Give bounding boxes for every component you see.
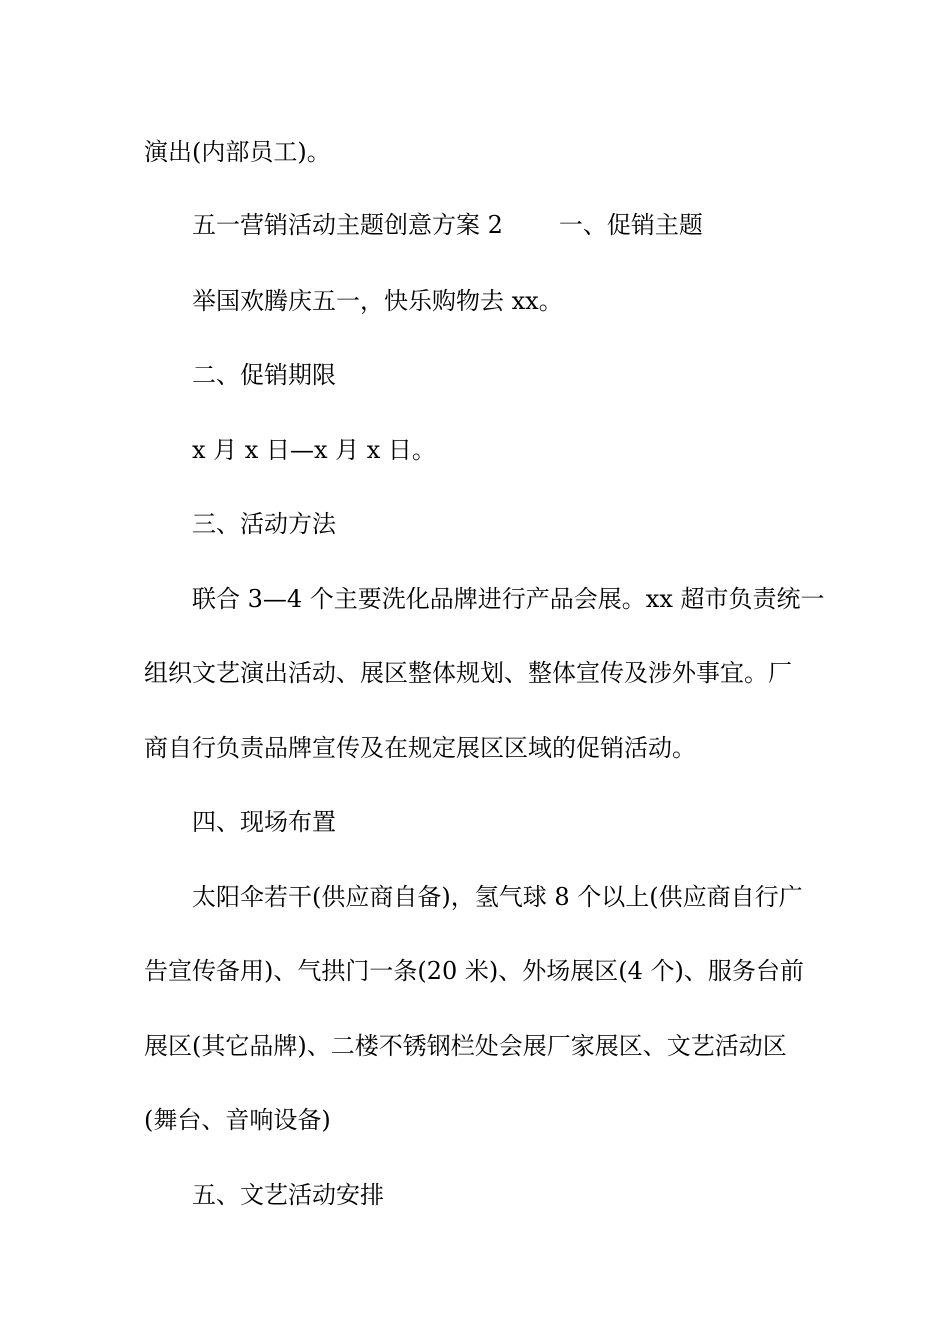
text-line-9: 商自行负责品牌宣传及在规定展区区域的促销活动。 <box>144 734 696 762</box>
heading-1-promotion-theme: 一、促销主题 <box>558 211 703 239</box>
heading-3-activity-method: 三、活动方法 <box>192 510 336 538</box>
text-line-3: 举国欢腾庆五一，快乐购物去 xx。 <box>192 287 563 315</box>
text-line-5: x 月 x 日—x 月 x 日。 <box>192 436 436 464</box>
heading-4-site-layout: 四、现场布置 <box>192 808 336 836</box>
heading-5-performance-arrangement: 五、文艺活动安排 <box>192 1181 384 1209</box>
text-line-13: 展区(其它品牌)、二楼不锈钢栏处会展厂家展区、文艺活动区 <box>144 1032 787 1060</box>
text-line-1: 演出(内部员工)。 <box>144 138 331 166</box>
text-line-2 <box>192 210 814 240</box>
text-line-14: (舞台、音响设备) <box>144 1106 331 1134</box>
heading-2-promotion-period: 二、促销期限 <box>192 361 336 389</box>
text-line-12: 告宣传备用)、气拱门一条(20 米)、外场展区(4 个)、服务台前 <box>144 957 804 985</box>
text-line-11: 太阳伞若干(供应商自备)，氢气球 8 个以上(供应商自行广 <box>192 883 803 911</box>
section-title: 五一营销活动主题创意方案 2 <box>192 211 503 239</box>
text-line-7: 联合 3—4 个主要洗化品牌进行产品会展。xx 超市负责统一 <box>192 585 825 613</box>
text-line-8: 组织文艺演出活动、展区整体规划、整体宣传及涉外事宜。厂 <box>144 659 792 687</box>
